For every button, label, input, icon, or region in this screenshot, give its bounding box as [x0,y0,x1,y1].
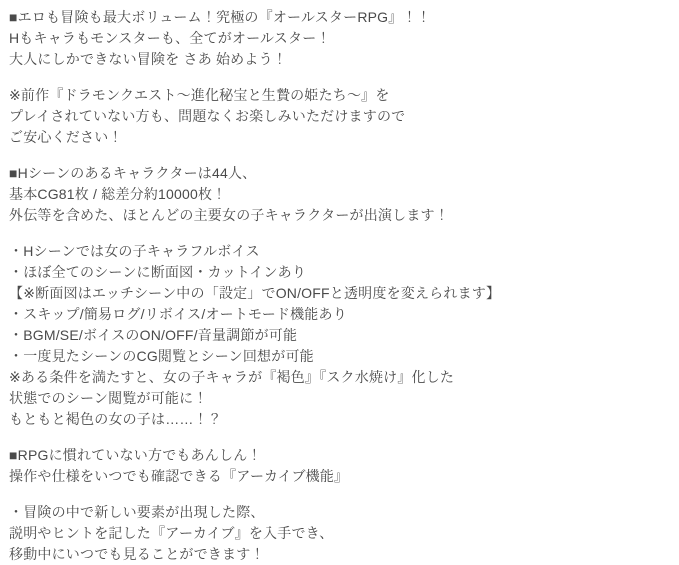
description-line: ・冒険の中で新しい要素が出現した際、 [9,504,265,520]
description-line: プレイされていない方も、問題なくお楽しみいただけますので [9,108,406,124]
description-line: 基本CG81枚 / 総差分約10000枚！ [9,186,227,202]
description-line: 移動中にいつでも見ることができます！ [9,546,265,562]
paragraph-content-volume [9,163,669,226]
description-line: ■RPGに慣れていない方でもあんしん！ [9,447,262,463]
description-line: ■Hシーンのあるキャラクターは44人、 [9,165,257,181]
paragraph-catchcopy [9,7,669,70]
description-line: ・Hシーンでは女の子キャラフルボイス [9,243,260,259]
description-line: 【※断面図はエッチシーン中の「設定」でON/OFFと透明度を変えられます】 [9,285,501,301]
paragraph-rpg-beginner [9,445,669,487]
description-line: ■エロも冒険も最大ボリューム！究極の『オールスターRPG』！！ [9,9,431,25]
description-line: ご安心ください！ [9,129,123,145]
description-line: 外伝等を含めた、ほとんどの主要女の子キャラクターが出演します！ [9,207,449,223]
description-line: 大人にしかできない冒険を さあ 始めよう！ [9,51,287,67]
description-line: Hもキャラもモンスターも、全てがオールスター！ [9,30,331,46]
description-line: 状態でのシーン閲覧が可能に！ [9,390,208,406]
description-line: 操作や仕様をいつでも確認できる『アーカイブ機能』 [9,468,349,484]
description-line: 説明やヒントを記した『アーカイブ』を入手でき、 [9,525,334,541]
description-line: ・ほぼ全てのシーンに断面図・カットインあり [9,264,307,280]
description-line: ※ある条件を満たすと、女の子キャラが『褐色』『スク水焼け』化した [9,369,455,385]
description-line: ・BGM/SE/ボイスのON/OFF/音量調節が可能 [9,327,298,343]
description-line: ・一度見たシーンのCG閲覧とシーン回想が可能 [9,348,314,364]
description-line: ・スキップ/簡易ログ/リボイス/オートモード機能あり [9,306,347,322]
description-line: もともと褐色の女の子は……！？ [9,411,222,427]
paragraph-feature-list [9,241,669,430]
description-line: ※前作『ドラモンクエスト～進化秘宝と生贄の姫たち～』を [9,87,390,103]
paragraph-previous-work-note [9,85,669,148]
